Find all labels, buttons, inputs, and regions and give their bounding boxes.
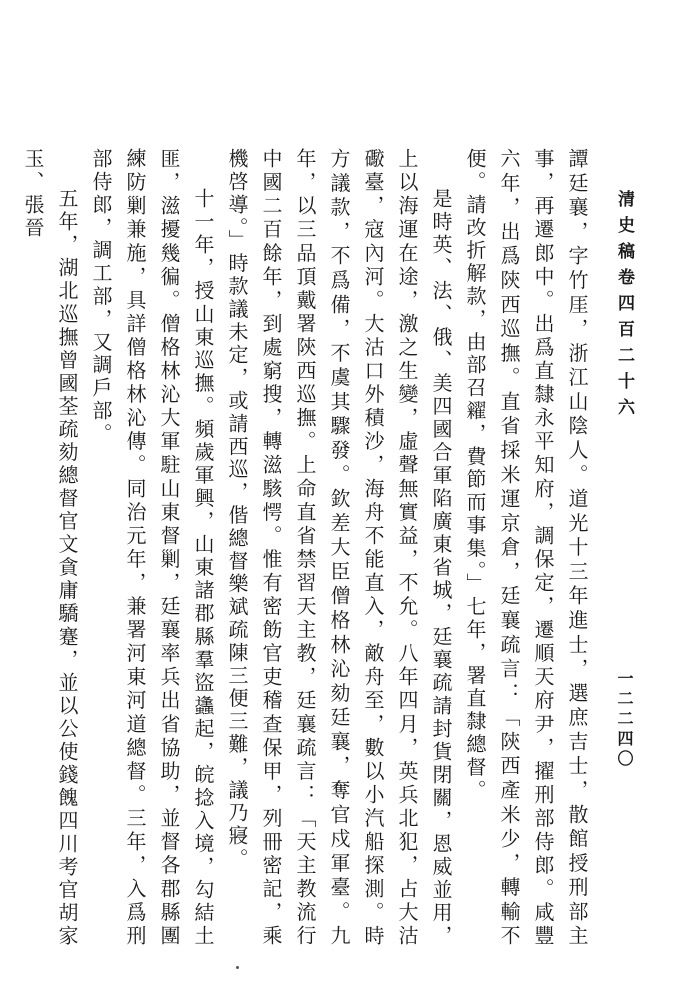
paragraph-1: 譚廷襄，字竹厓，浙江山陰人。道光十三年進士，選庶吉士，散館授刑部主事，再遷郎中。出爲直隸永平知府，調保定，遷順天府尹，擢刑部侍郎。咸豐六年，出爲陝西巡撫。直省採米運京倉，廷襄疏言：「陝西產米少，轉輸不便。請改折解款，由部召糴，費節而事集。」七年，署直隸總督。	[463, 148, 589, 948]
paragraph-2: 是時英、法、俄、美四國合軍陷廣東省城，廷襄疏請封貨閉關，恩威並用，上以海運在途，激之生變，虛聲無實益，不允。八年四月，英兵北犯，占大沽礮臺，寇內河。大沽口外積沙，海舟不能直入，敵舟至，數以小汽船探測。時方議款，不爲備，不虞其驟發。欽差大臣僧格林沁劾廷襄，奪官戍軍臺。九年，以三品頂戴署陝西巡撫。上命直省禁習天主教，廷襄疏言：「天主教流行中國二百餘年，到處窮搜，轉滋駭愕。惟有密飭官吏稽查保甲，列冊密記，乘機啓導。」時款議未定，或請西巡，偕總督樂斌疏陳三便三難，議乃寢。	[225, 148, 453, 948]
page-number: 一二二四〇	[615, 670, 634, 770]
running-title: 清史稿卷四百二十六	[614, 190, 634, 424]
paragraph-3: 十一年，授山東巡撫。頻歲軍興，山東諸郡縣羣盜蠭起，皖捻入境，勾結土匪，滋擾幾徧。僧格林沁大軍駐山東督剿，廷襄率兵出省協助，並督各郡縣團練防剿兼施，具詳僧格林沁傳。同治元年，兼署河東河道總督。三年，入爲刑部侍郎，調工部，又調戶部。	[89, 148, 215, 948]
paragraph-4: 五年，湖北巡撫曾國荃疏劾總督官文貪庸驕蹇，並以公使錢餽四川考官胡家玉、張晉	[21, 148, 79, 948]
scan-speck	[236, 966, 239, 969]
main-text	[21, 148, 594, 948]
